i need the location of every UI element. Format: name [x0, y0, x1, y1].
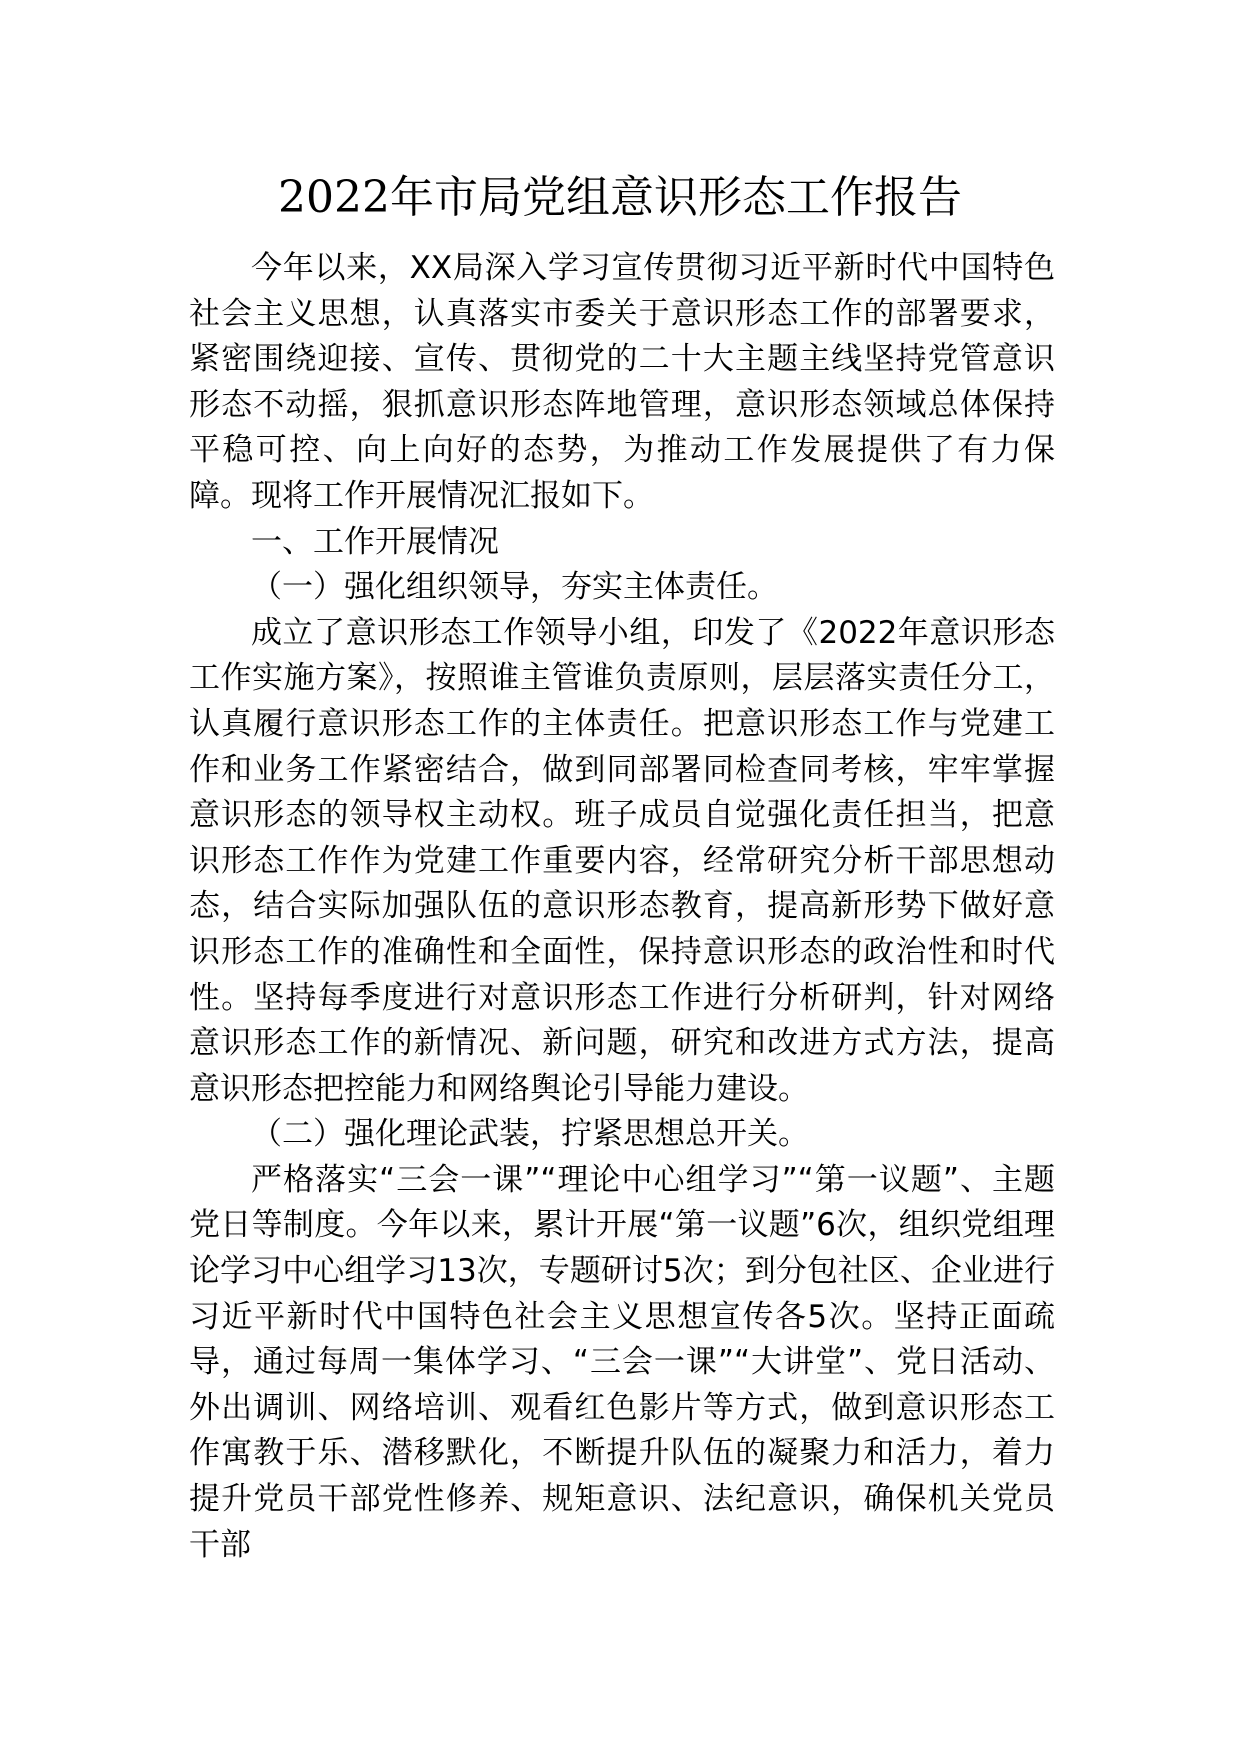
document-body	[189, 246, 1055, 1568]
subheading-organization-leadership: （一）强化组织领导，夯实主体责任。	[251, 569, 778, 606]
paragraph-intro: 今年以来，XX局深入学习宣传贯彻习近平新时代中国特色社会主义思想，认真落实市委关于意识形态工作的部署要求，紧密围绕迎接、宣传、贯彻党的二十大主题主线坚持党管意识形态不动摇，狠抓意识形态阵地管理，意识形态领域总体保持平稳可控、向上向好的态势，为推动工作发展提供了有力保障。现将工作开展情况汇报如下。	[189, 250, 1055, 514]
paragraph-organization-leadership: 成立了意识形态工作领导小组，印发了《2022年意识形态工作实施方案》，按照谁主管谁负责原则，层层落实责任分工，认真履行意识形态工作的主体责任。把意识形态工作与党建工作和业务工作紧密结合，做到同部署同检查同考核，牢牢掌握意识形态的领导权主动权。班子成员自觉强化责任担当，把意识形态工作作为党建工作重要内容，经常研究分析干部思想动态，结合实际加强队伍的意识形态教育，提高新形势下做好意识形态工作的准确性和全面性，保持意识形态的政治性和时代性。坚持每季度进行对意识形态工作进行分析研判，针对网络意识形态工作的新情况、新问题，研究和改进方式方法，提高意识形态把控能力和网络舆论引导能力建设。	[189, 614, 1055, 1107]
paragraph-theory-armament: 严格落实“三会一课”“理论中心组学习”“第一议题”、主题党日等制度。今年以来，累计开展“第一议题”6次，组织党组理论学习中心组学习13次，专题研讨5次；到分包社区、企业进行习近平新时代中国特色社会主义思想宣传各5次。坚持正面疏导，通过每周一集体学习、“三会一课”“大讲堂”、党日活动、外出调训、网络培训、观看红色影片等方式，做到意识形态工作寓教于乐、潜移默化，不断提升队伍的凝聚力和活力，着力提升党员干部党性修养、规矩意识、法纪意识，确保机关党员干部	[189, 1161, 1055, 1563]
subheading-theory-armament: （二）强化理论武装，拧紧思想总开关。	[251, 1116, 809, 1153]
document-title: 2022年市局党组意识形态工作报告	[278, 172, 962, 223]
section-heading-work-status: 一、工作开展情况	[251, 523, 499, 560]
